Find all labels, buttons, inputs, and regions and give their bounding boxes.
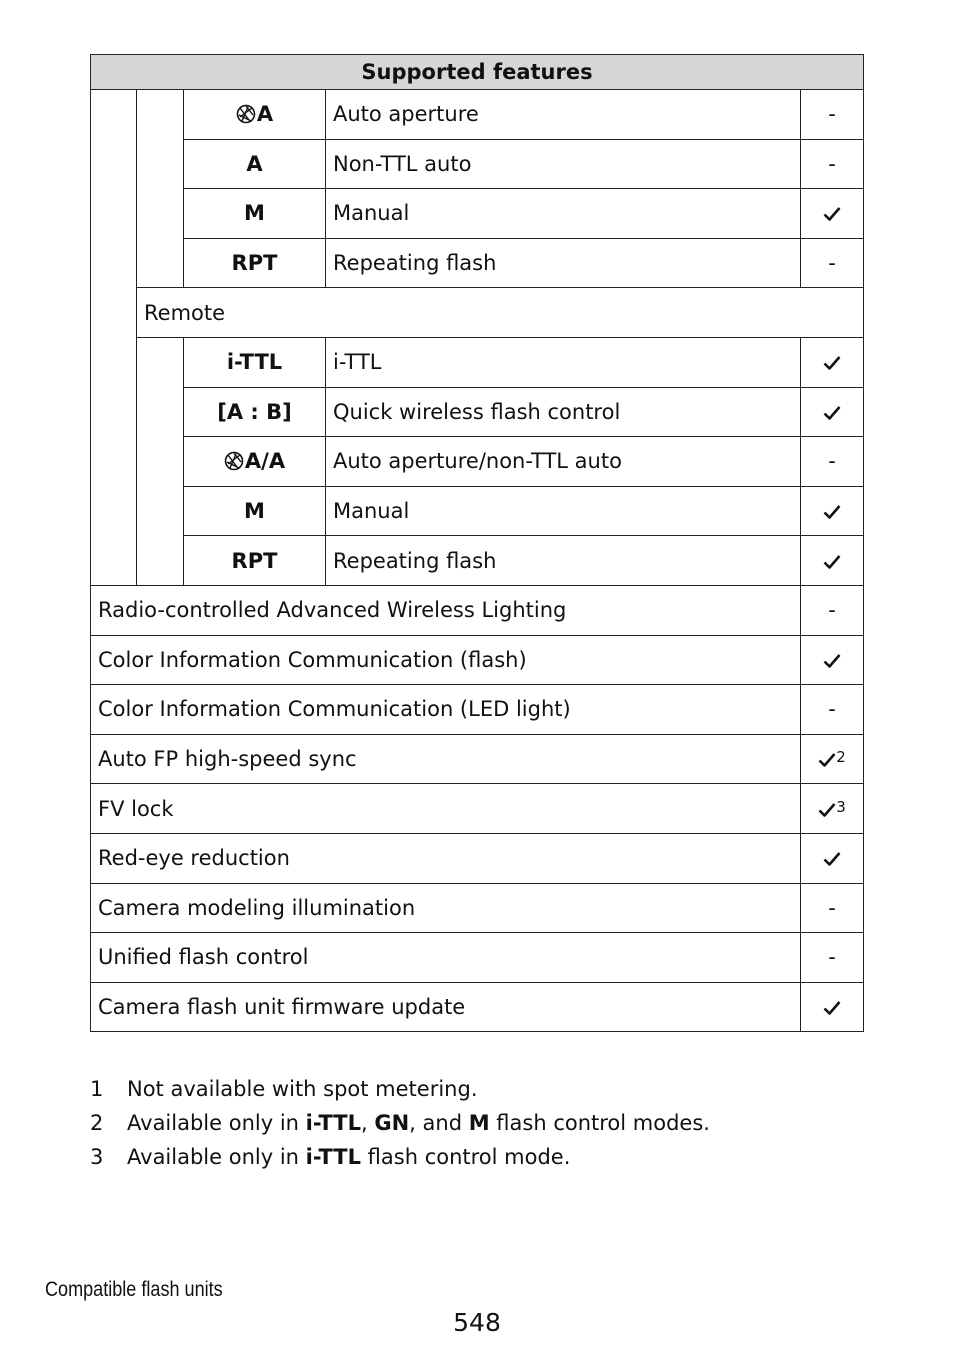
footnote-text: flash control modes. — [489, 1111, 710, 1135]
checkmark-icon — [823, 504, 841, 520]
mode-label: Auto aperture/non-TTL auto — [326, 437, 801, 487]
mode-code — [184, 90, 326, 140]
footnote-text: , and — [409, 1111, 469, 1135]
indent-cell — [91, 90, 137, 586]
table-row — [91, 337, 864, 387]
support-mark — [801, 685, 864, 735]
section-footer: Compatible flash units — [45, 1278, 223, 1301]
footnote-text: Available only in — [127, 1111, 306, 1135]
support-mark — [801, 784, 864, 834]
checkmark-icon — [823, 1000, 841, 1016]
support-dash: - — [828, 102, 836, 127]
support-mark — [801, 437, 864, 487]
mode-label: Non-TTL auto — [326, 139, 801, 189]
table-row — [91, 585, 864, 635]
feature-label: Color Information Communication (LED light) — [91, 685, 801, 735]
footnotes — [90, 1072, 710, 1174]
support-mark — [801, 387, 864, 437]
supported-features-table — [90, 54, 864, 1032]
feature-label: Camera modeling illumination — [91, 883, 801, 933]
footnote-text: flash control mode. — [361, 1145, 571, 1169]
footnote-text: Available only in — [127, 1145, 306, 1169]
footnote-text: Not available with spot metering. — [127, 1077, 478, 1101]
indent-cell — [137, 337, 184, 585]
mode-code — [184, 387, 326, 437]
footnote-text: M — [468, 1111, 490, 1135]
support-mark — [801, 189, 864, 239]
table-row — [91, 883, 864, 933]
support-dash: - — [828, 697, 836, 722]
table-row — [91, 734, 864, 784]
support-dash: - — [828, 251, 836, 276]
table-row — [91, 784, 864, 834]
support-mark — [801, 883, 864, 933]
mode-code — [184, 189, 326, 239]
mode-label: Manual — [326, 189, 801, 239]
mode-code-text: A — [256, 102, 274, 127]
checkmark-icon — [823, 653, 841, 669]
mode-label: Repeating flash — [326, 238, 801, 288]
mode-label: Auto aperture — [326, 90, 801, 140]
feature-label: Unified flash control — [91, 933, 801, 983]
table-row — [91, 536, 864, 586]
table-row — [91, 387, 864, 437]
table-header-row — [91, 55, 864, 90]
table-row — [91, 685, 864, 735]
checkmark-icon — [818, 752, 836, 768]
mode-label: Repeating flash — [326, 536, 801, 586]
table-row — [91, 982, 864, 1032]
footnote — [90, 1140, 710, 1174]
feature-label: Camera flash unit firmware update — [91, 982, 801, 1032]
footnote — [90, 1072, 710, 1106]
support-mark — [801, 635, 864, 685]
support-dash: - — [828, 151, 836, 176]
mode-label: Quick wireless flash control — [326, 387, 801, 437]
support-mark — [801, 833, 864, 883]
mode-code-text: [A : B] — [217, 399, 292, 424]
footnote-number: 1 — [90, 1077, 104, 1101]
table-body — [91, 90, 864, 1032]
feature-label: FV lock — [91, 784, 801, 834]
support-dash: - — [828, 598, 836, 623]
table-row — [91, 139, 864, 189]
support-mark — [801, 982, 864, 1032]
footnote-number: 3 — [90, 1145, 104, 1169]
mode-label: Manual — [326, 486, 801, 536]
support-mark — [801, 238, 864, 288]
footnote-ref: 3 — [836, 797, 846, 816]
feature-label: Color Information Communication (flash) — [91, 635, 801, 685]
mode-code-text: RPT — [231, 251, 278, 276]
support-mark — [801, 734, 864, 784]
mode-code — [184, 337, 326, 387]
table-row — [91, 486, 864, 536]
feature-label: Red-eye reduction — [91, 833, 801, 883]
table-header: Supported features — [91, 55, 864, 90]
support-mark — [801, 933, 864, 983]
aperture-icon — [224, 451, 244, 471]
support-mark — [801, 486, 864, 536]
checkmark-icon — [818, 802, 836, 818]
table-row — [91, 238, 864, 288]
checkmark-icon — [823, 554, 841, 570]
support-mark — [801, 585, 864, 635]
mode-code-text: M — [244, 499, 265, 524]
checkmark-icon — [823, 405, 841, 421]
mode-code-text: A — [246, 151, 263, 176]
footnote-text: GN — [374, 1111, 410, 1135]
aperture-icon — [236, 104, 256, 124]
support-mark — [801, 337, 864, 387]
mode-code — [184, 486, 326, 536]
table-row — [91, 90, 864, 140]
mode-code-text: i-TTL — [226, 350, 283, 375]
table-row — [91, 833, 864, 883]
indent-cell — [137, 90, 184, 288]
feature-label: Auto FP high-speed sync — [91, 734, 801, 784]
support-mark — [801, 90, 864, 140]
support-dash: - — [828, 895, 836, 920]
table-row — [91, 437, 864, 487]
footnote-ref: 2 — [836, 748, 846, 767]
footnote — [90, 1106, 710, 1140]
mode-code — [184, 238, 326, 288]
support-mark — [801, 536, 864, 586]
checkmark-icon — [823, 355, 841, 371]
footnote-number: 2 — [90, 1111, 104, 1135]
support-mark — [801, 139, 864, 189]
mode-label: i-TTL — [326, 337, 801, 387]
mode-code-text: RPT — [231, 548, 278, 573]
footnote-text: , — [361, 1111, 375, 1135]
support-dash: - — [828, 945, 836, 970]
remote-label: Remote — [137, 288, 864, 338]
page-number: 548 — [453, 1308, 501, 1337]
table-row — [91, 933, 864, 983]
table-row — [91, 635, 864, 685]
mode-code — [184, 536, 326, 586]
feature-label: Radio-controlled Advanced Wireless Lighting — [91, 585, 801, 635]
mode-code — [184, 437, 326, 487]
support-dash: - — [828, 449, 836, 474]
table-row — [91, 288, 864, 338]
table-row — [91, 189, 864, 239]
mode-code — [184, 139, 326, 189]
footnote-text: i-TTL — [305, 1111, 361, 1135]
footnote-text: i-TTL — [305, 1145, 361, 1169]
checkmark-icon — [823, 206, 841, 222]
mode-code-text: M — [244, 201, 265, 226]
checkmark-icon — [823, 851, 841, 867]
mode-code-text: A/A — [244, 449, 286, 474]
